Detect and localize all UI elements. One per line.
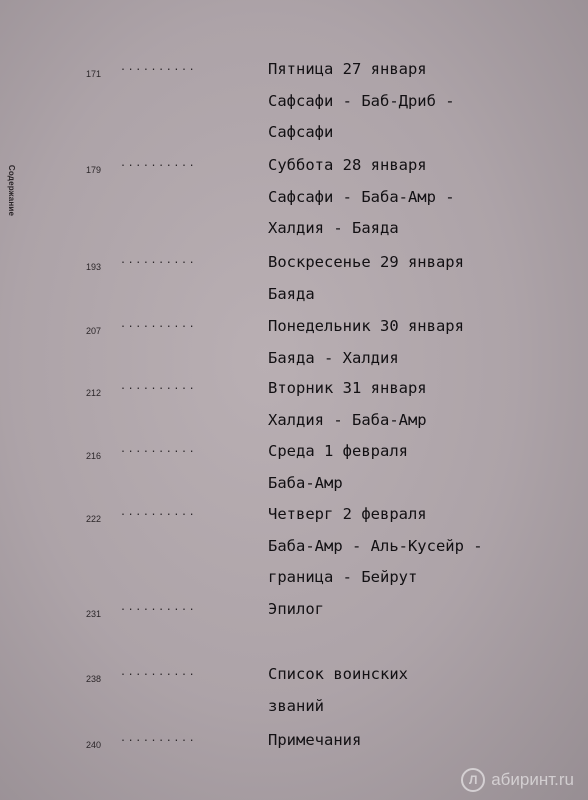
entry-line: граница - Бейрут: [268, 568, 418, 586]
entry-line: Суббота 28 января: [268, 156, 427, 174]
dot-leader: ..........: [120, 319, 197, 330]
entry-line: Баба-Амр - Аль-Кусейр -: [268, 537, 483, 555]
entry-line: Понедельник 30 января: [268, 317, 464, 335]
page-number: 179: [86, 165, 102, 175]
entry-line: Примечания: [268, 731, 362, 749]
page-number: 231: [86, 609, 102, 619]
entry-line: Четверг 2 февраля: [268, 505, 427, 523]
entry-line: Баба-Амр: [268, 474, 343, 492]
watermark-text: абиринт.ru: [491, 770, 574, 789]
watermark: [461, 768, 574, 792]
page-number: 207: [86, 326, 102, 336]
entry-line: Баяда: [268, 285, 315, 303]
dot-leader: ..........: [120, 602, 197, 613]
entry-line: Халдия - Баба-Амр: [268, 411, 427, 429]
page-number: 212: [86, 388, 102, 398]
entry-line: Среда 1 февраля: [268, 442, 408, 460]
entry-line: Сафсафи - Баба-Амр -: [268, 188, 455, 206]
entry-line: Эпилог: [268, 600, 324, 618]
entry-line: Воскресенье 29 января: [268, 253, 464, 271]
dot-leader: ..........: [120, 444, 197, 455]
page-number: 240: [86, 740, 102, 750]
dot-leader: ..........: [120, 667, 197, 678]
page-number: 216: [86, 451, 102, 461]
page-number: 171: [86, 69, 102, 79]
page-number: 238: [86, 674, 102, 684]
entry-line: Вторник 31 января: [268, 379, 427, 397]
page-number: 193: [86, 262, 102, 272]
entry-line: Халдия - Баяда: [268, 219, 399, 237]
entry-line: Сафсафи - Баб-Дриб -: [268, 92, 455, 110]
dot-leader: ..........: [120, 255, 197, 266]
entry-line: Пятница 27 января: [268, 60, 427, 78]
section-side-label: Содержание: [7, 164, 17, 217]
entry-line: званий: [268, 697, 324, 715]
page-number: 222: [86, 514, 102, 524]
dot-leader: ..........: [120, 381, 197, 392]
labirint-logo-icon: Л: [461, 768, 485, 792]
dot-leader: ..........: [120, 507, 197, 518]
dot-leader: ..........: [120, 158, 197, 169]
entry-line: Баяда - Халдия: [268, 349, 399, 367]
dot-leader: ..........: [120, 733, 197, 744]
dot-leader: ..........: [120, 62, 197, 73]
entry-line: Сафсафи: [268, 123, 334, 141]
entry-line: Список воинских: [268, 665, 408, 683]
